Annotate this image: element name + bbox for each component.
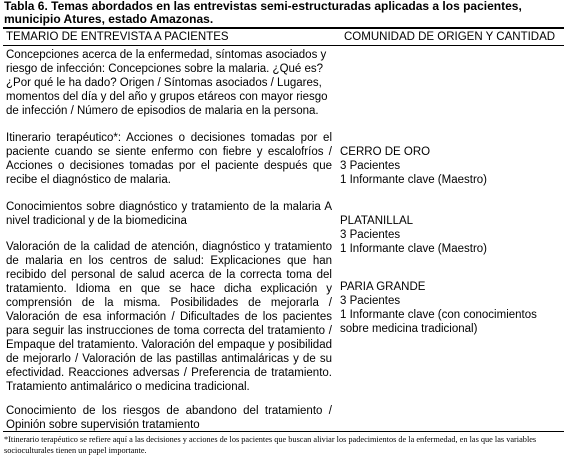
table-caption: Tabla 6. Temas abordados en las entrevistas semi-estructuradas aplicadas a los pacientes, municipio Atures, estado Amazonas. [4, 0, 522, 26]
community-informant: 1 Informante clave (Maestro) [340, 243, 488, 255]
community-patients: 3 Pacientes [340, 160, 401, 172]
community-informant: 1 Informante clave (Maestro) [340, 174, 488, 186]
community-patients: 3 Pacientes [340, 229, 401, 241]
table-top-rule [3, 27, 564, 29]
community-name: CERRO DE ORO [340, 146, 431, 158]
community-cerro-de-oro [340, 145, 562, 187]
community-platanillal [340, 214, 562, 256]
community-informant-cont: sobre medicina tradicional) [340, 323, 478, 335]
community-paria-grande [340, 280, 562, 336]
column-header-topics: TEMARIO DE ENTREVISTA A PACIENTES [6, 31, 229, 43]
table-bottom-rule [3, 431, 564, 432]
topic-therapeutic-itinerary: Itinerario terapéutico*: Acciones o decisiones tomadas por el paciente cuando se siente enfermo con fiebre y escalofríos / Acciones o decisiones tomadas por el paciente después que recibe el diagnóstico de malaria. [6, 132, 332, 186]
header-rule [3, 45, 564, 46]
community-name: PARIA GRANDE [340, 281, 426, 293]
topic-care-quality: Valoración de la calidad de atención, diagnóstico y tratamiento de malaria en los centros de salud: Explicaciones que han recibido del personal de salud acerca de la correcta toma del tratamiento. Idioma en que se hace dicha explicación y comprensión de la misma. Posibilidades de mejorarla / Valoración de esa información / Dificultades de los pacientes para seguir las instrucciones de toma correcta del tratamiento / Empaque del tratamiento. Valoración del empaque y posibilidad de mejorarlo / Valoración de las pastillas antimaláricas y de su efectividad. Reacciones adversas / Preferencia de tratamiento. Tratamiento antimalárico o medicina tradicional. [6, 241, 332, 393]
community-informant: 1 Informante clave (con conocimientos [340, 309, 537, 321]
community-name: PLATANILLAL [340, 215, 414, 227]
topic-abandonment-risk: Conocimiento de los riesgos de abandono del tratamiento / Opinión sobre supervisión tratamiento [6, 405, 332, 431]
topic-diagnosis-knowledge: Conocimientos sobre diagnóstico y tratamiento de la malaria A nivel tradicional y de la biomedicina [6, 201, 332, 227]
column-header-community: COMUNIDAD DE ORIGEN Y CANTIDAD [344, 31, 556, 43]
community-patients: 3 Pacientes [340, 295, 401, 307]
table-footnote: *Itinerario terapéutico se refiere aquí a las decisiones y acciones de los pacientes que buscan aliviar los padecimientos de la enfermedad, en las que las variables socioculturales tienen un papel importante. [4, 435, 537, 455]
topic-conceptions: Concepciones acerca de la enfermedad, síntomas asociados y riesgo de infección: Concepciones sobre la malaria. ¿Qué es? ¿Por qué le ha dado? Origen / Síntomas asociados / Lugares, momentos del día y del año y grupos etáreos con mayor riesgo de infección / Número de episodios de malaria en la persona. [6, 49, 328, 117]
